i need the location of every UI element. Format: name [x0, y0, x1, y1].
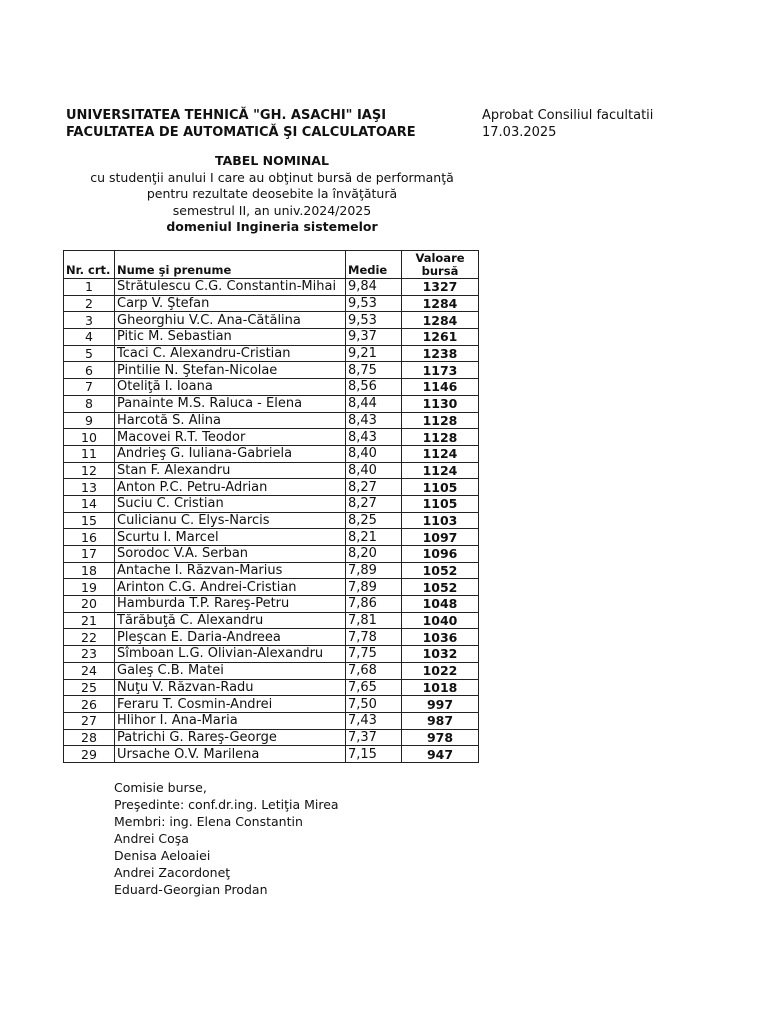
student-name: Pintilie N. Ştefan-Nicolae — [115, 362, 346, 379]
average-grade: 8,40 — [346, 462, 402, 479]
student-name: Stan F. Alexandru — [115, 462, 346, 479]
student-name: Andrieş G. Iuliana-Gabriela — [115, 445, 346, 462]
row-number: 12 — [64, 462, 115, 479]
average-grade: 8,43 — [346, 412, 402, 429]
scholarship-value: 1128 — [402, 429, 479, 446]
average-grade: 9,53 — [346, 312, 402, 329]
column-header-name: Nume şi prenume — [115, 251, 346, 279]
row-number: 6 — [64, 362, 115, 379]
row-number: 7 — [64, 379, 115, 396]
column-header-value-line-2: bursă — [421, 263, 459, 278]
row-number: 19 — [64, 579, 115, 596]
student-name: Oteliţă I. Ioana — [115, 379, 346, 396]
table-row — [64, 712, 479, 729]
row-number: 3 — [64, 312, 115, 329]
table-row — [64, 546, 479, 563]
table-row — [64, 529, 479, 546]
average-grade: 8,27 — [346, 495, 402, 512]
row-number: 25 — [64, 679, 115, 696]
table-row — [64, 379, 479, 396]
table-row — [64, 312, 479, 329]
student-name: Anton P.C. Petru-Adrian — [115, 479, 346, 496]
average-grade: 7,89 — [346, 562, 402, 579]
row-number: 14 — [64, 495, 115, 512]
scholarship-value: 1261 — [402, 329, 479, 346]
university-name: UNIVERSITATEA TEHNICĂ "GH. ASACHI" IAŞI — [66, 108, 387, 123]
row-number: 29 — [64, 746, 115, 763]
scholarship-value: 1284 — [402, 295, 479, 312]
student-name: Strătulescu C.G. Constantin-Mihai — [115, 279, 346, 296]
table-row — [64, 429, 479, 446]
table-row — [64, 479, 479, 496]
average-grade: 7,68 — [346, 662, 402, 679]
average-grade: 8,43 — [346, 429, 402, 446]
scholarship-value: 1130 — [402, 395, 479, 412]
row-number: 20 — [64, 596, 115, 613]
scholarship-value: 1022 — [402, 662, 479, 679]
average-grade: 7,81 — [346, 612, 402, 629]
scholarship-value: 1124 — [402, 462, 479, 479]
row-number: 4 — [64, 329, 115, 346]
commission-member: Andrei Zacordoneţ — [114, 865, 231, 880]
average-grade: 7,86 — [346, 596, 402, 613]
student-name: Arinton C.G. Andrei-Cristian — [115, 579, 346, 596]
scholarship-value: 1284 — [402, 312, 479, 329]
table-row — [64, 412, 479, 429]
average-grade: 7,15 — [346, 746, 402, 763]
average-grade: 8,44 — [346, 395, 402, 412]
student-name: Patrichi G. Rareş-George — [115, 729, 346, 746]
table-row — [64, 445, 479, 462]
table-row — [64, 612, 479, 629]
student-name: Tărăbuţă C. Alexandru — [115, 612, 346, 629]
row-number: 17 — [64, 546, 115, 563]
scholarship-value: 1103 — [402, 512, 479, 529]
scholarship-value: 1048 — [402, 596, 479, 613]
row-number: 18 — [64, 562, 115, 579]
student-name: Hlihor I. Ana-Maria — [115, 712, 346, 729]
table-row — [64, 279, 479, 296]
student-name: Scurtu I. Marcel — [115, 529, 346, 546]
row-number: 9 — [64, 412, 115, 429]
institution-header — [66, 107, 416, 141]
table-row — [64, 746, 479, 763]
table-row — [64, 495, 479, 512]
student-name: Harcotă S. Alina — [115, 412, 346, 429]
average-grade: 8,56 — [346, 379, 402, 396]
scholarship-value: 1128 — [402, 412, 479, 429]
student-name: Feraru T. Cosmin-Andrei — [115, 696, 346, 713]
row-number: 23 — [64, 646, 115, 663]
average-grade: 7,78 — [346, 629, 402, 646]
document-heading — [66, 153, 478, 236]
scholarship-value: 1052 — [402, 579, 479, 596]
average-grade: 9,53 — [346, 295, 402, 312]
scholarship-value: 1238 — [402, 345, 479, 362]
table-row — [64, 562, 479, 579]
average-grade: 7,50 — [346, 696, 402, 713]
row-number: 15 — [64, 512, 115, 529]
commission-member: Denisa Aeloaiei — [114, 848, 211, 863]
scholarship-value: 1052 — [402, 562, 479, 579]
scholarship-value: 1124 — [402, 445, 479, 462]
table-header-row — [64, 251, 479, 279]
row-number: 21 — [64, 612, 115, 629]
scholarship-value: 997 — [402, 696, 479, 713]
heading-line-1: cu studenţii anului I care au obţinut bursă de performanţă — [90, 169, 454, 185]
average-grade: 7,37 — [346, 729, 402, 746]
row-number: 13 — [64, 479, 115, 496]
average-grade: 8,75 — [346, 362, 402, 379]
commission-members: Membri: ing. Elena Constantin — [114, 814, 303, 829]
scholarship-value: 1040 — [402, 612, 479, 629]
row-number: 24 — [64, 662, 115, 679]
table-row — [64, 596, 479, 613]
scholarship-value: 987 — [402, 712, 479, 729]
row-number: 2 — [64, 295, 115, 312]
table-row — [64, 395, 479, 412]
commission-title: Comisie burse, — [114, 780, 207, 795]
table-row — [64, 729, 479, 746]
scholarship-value: 978 — [402, 729, 479, 746]
table-row — [64, 646, 479, 663]
student-name: Antache I. Răzvan-Marius — [115, 562, 346, 579]
scholarship-value: 1032 — [402, 646, 479, 663]
student-name: Pleşcan E. Daria-Andreea — [115, 629, 346, 646]
table-row — [64, 629, 479, 646]
average-grade: 8,40 — [346, 445, 402, 462]
table-row — [64, 662, 479, 679]
row-number: 26 — [64, 696, 115, 713]
average-grade: 7,43 — [346, 712, 402, 729]
row-number: 16 — [64, 529, 115, 546]
student-name: Sîmboan L.G. Olivian-Alexandru — [115, 646, 346, 663]
average-grade: 9,84 — [346, 279, 402, 296]
table-row — [64, 295, 479, 312]
faculty-name: FACULTATEA DE AUTOMATICĂ ŞI CALCULATOARE — [66, 125, 416, 140]
scholarship-value: 1105 — [402, 479, 479, 496]
scholarship-table — [63, 250, 479, 763]
average-grade: 7,89 — [346, 579, 402, 596]
scholarship-value: 1105 — [402, 495, 479, 512]
approval-date: 17.03.2025 — [482, 125, 557, 140]
row-number: 11 — [64, 445, 115, 462]
approval-text: Aprobat Consiliul facultatii — [482, 108, 654, 123]
table-row — [64, 462, 479, 479]
average-grade: 8,21 — [346, 529, 402, 546]
average-grade: 8,25 — [346, 512, 402, 529]
student-name: Galeş C.B. Matei — [115, 662, 346, 679]
scholarship-value: 1327 — [402, 279, 479, 296]
row-number: 8 — [64, 395, 115, 412]
row-number: 22 — [64, 629, 115, 646]
average-grade: 9,21 — [346, 345, 402, 362]
scholarship-value: 1096 — [402, 546, 479, 563]
average-grade: 8,27 — [346, 479, 402, 496]
heading-line-2: pentru rezultate deosebite la învăţătură — [146, 186, 398, 201]
average-grade: 9,37 — [346, 329, 402, 346]
document-title: TABEL NOMINAL — [215, 153, 329, 168]
average-grade: 7,65 — [346, 679, 402, 696]
row-number: 28 — [64, 729, 115, 746]
approval-note — [482, 107, 653, 141]
table-row — [64, 329, 479, 346]
student-name: Nuţu V. Răzvan-Radu — [115, 679, 346, 696]
student-name: Ursache O.V. Marilena — [115, 746, 346, 763]
table-row — [64, 696, 479, 713]
column-header-average: Medie — [346, 251, 402, 279]
scholarship-value: 1018 — [402, 679, 479, 696]
student-name: Suciu C. Cristian — [115, 495, 346, 512]
student-name: Carp V. Ştefan — [115, 295, 346, 312]
row-number: 27 — [64, 712, 115, 729]
row-number: 1 — [64, 279, 115, 296]
student-name: Hamburda T.P. Rareş-Petru — [115, 596, 346, 613]
student-name: Panainte M.S. Raluca - Elena — [115, 395, 346, 412]
scholarship-value: 1173 — [402, 362, 479, 379]
scholarship-value: 947 — [402, 746, 479, 763]
table-row — [64, 579, 479, 596]
heading-domain: domeniul Ingineria sistemelor — [166, 219, 378, 234]
heading-line-3: semestrul II, an univ.2024/2025 — [172, 202, 372, 218]
average-grade: 7,75 — [346, 646, 402, 663]
table-row — [64, 362, 479, 379]
commission-member: Eduard-Georgian Prodan — [114, 882, 268, 897]
student-name: Gheorghiu V.C. Ana-Cătălina — [115, 312, 346, 329]
scholarship-value: 1146 — [402, 379, 479, 396]
student-name: Culicianu C. Elys-Narcis — [115, 512, 346, 529]
student-name: Sorodoc V.A. Serban — [115, 546, 346, 563]
table-row — [64, 512, 479, 529]
student-name: Pitic M. Sebastian — [115, 329, 346, 346]
scholarship-value: 1036 — [402, 629, 479, 646]
student-name: Tcaci C. Alexandru-Cristian — [115, 345, 346, 362]
row-number: 10 — [64, 429, 115, 446]
column-header-value-line-1: Valoare — [415, 250, 465, 265]
scholarship-value: 1097 — [402, 529, 479, 546]
commission-president: Preşedinte: conf.dr.ing. Letiţia Mirea — [114, 797, 339, 812]
commission-member: Andrei Coşa — [114, 831, 189, 846]
table-row — [64, 345, 479, 362]
student-name: Macovei R.T. Teodor — [115, 429, 346, 446]
table-row — [64, 679, 479, 696]
row-number: 5 — [64, 345, 115, 362]
commission-block — [114, 779, 339, 898]
column-header-value — [402, 251, 479, 279]
average-grade: 8,20 — [346, 546, 402, 563]
column-header-nr: Nr. crt. — [64, 251, 115, 279]
